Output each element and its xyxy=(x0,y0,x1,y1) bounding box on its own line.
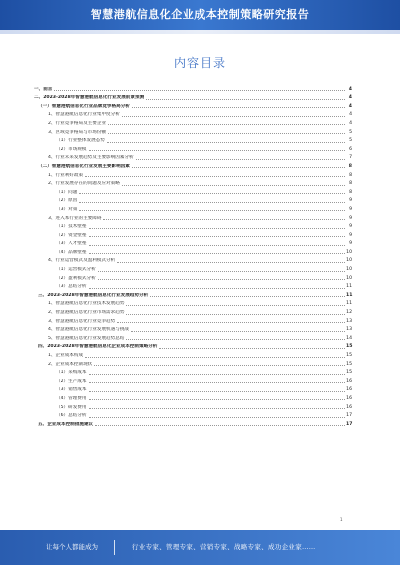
toc-entry-page: 8 xyxy=(348,163,352,169)
toc-entry-page: 5 xyxy=(349,129,352,135)
toc-entry-page: 15 xyxy=(346,361,352,367)
toc-entry-page: 8 xyxy=(349,181,352,187)
toc-entry-page: 17 xyxy=(346,421,353,427)
toc-entry-page: 16 xyxy=(346,387,352,393)
toc-entry[interactable] xyxy=(34,273,352,282)
toc-entry-page: 4 xyxy=(348,103,352,109)
toc-entry-text: （二）智慧港航信息化行业发展主要影响因素 xyxy=(38,163,130,169)
toc-leader-dots xyxy=(108,123,345,125)
toc-entry-page: 8 xyxy=(349,189,352,195)
toc-leader-dots xyxy=(89,235,346,237)
toc-entry[interactable] xyxy=(34,170,352,179)
toc-leader-dots xyxy=(79,192,345,194)
toc-entry-page: 13 xyxy=(346,327,352,333)
toc-entry-page: 4 xyxy=(349,112,352,118)
toc-leader-dots xyxy=(89,244,346,246)
toc-leader-dots xyxy=(89,227,346,229)
toc-leader-dots xyxy=(132,106,345,108)
toc-entry-page: 9 xyxy=(349,198,352,204)
toc-leader-dots xyxy=(103,218,345,220)
toc-entry-text: （一）智慧港航信息化行业品牌竞争格局分析 xyxy=(38,103,130,109)
toc-entry-text: （2）盈利模式分析 xyxy=(56,275,96,281)
toc-entry-text: （2）资金壁垒 xyxy=(56,232,87,238)
toc-entry[interactable] xyxy=(34,118,352,127)
toc-entry-page: 14 xyxy=(346,335,352,341)
toc-entry[interactable] xyxy=(34,359,352,368)
report-title: 智慧港航信息化企业成本控制策略研究报告 xyxy=(90,8,310,21)
toc-entry-text: 3、区域竞争格局与市场份额 xyxy=(48,129,107,135)
toc-entry[interactable] xyxy=(34,256,352,265)
toc-entry[interactable] xyxy=(34,247,352,256)
toc-entry-text: （1）问题 xyxy=(56,189,78,195)
footer-banner xyxy=(0,530,400,565)
toc-entry[interactable] xyxy=(34,307,352,316)
toc-leader-dots xyxy=(85,356,345,358)
toc-entry[interactable] xyxy=(34,411,352,420)
toc-entry-page: 7 xyxy=(349,155,352,161)
toc-leader-dots xyxy=(89,149,346,151)
toc-leader-dots xyxy=(89,416,346,418)
toc-heading: 内容目录 xyxy=(173,56,226,70)
toc-entry-text: 2、智慧港航信息化行业市场需求趋势 xyxy=(48,310,125,316)
toc-leader-dots xyxy=(122,184,345,186)
toc-entry-page: 4 xyxy=(348,86,352,92)
toc-leader-dots xyxy=(89,373,346,375)
toc-entry[interactable] xyxy=(34,84,352,93)
toc-entry-page: 9 xyxy=(349,215,352,221)
toc-entry-page: 11 xyxy=(346,301,352,307)
toc-entry-text: 五、企业成本控制措施建议 xyxy=(38,421,94,427)
toc-entry-page: 10 xyxy=(346,258,352,264)
toc-entry-page: 12 xyxy=(346,310,352,316)
toc-entry[interactable] xyxy=(34,376,352,385)
toc-leader-dots xyxy=(107,141,345,143)
toc-entry[interactable] xyxy=(34,299,352,308)
toc-leader-dots xyxy=(79,209,345,211)
toc-entry-text: （6）总结分析 xyxy=(56,413,87,419)
toc-entry-text: 4、智慧港航信息化行业发展机遇与挑战 xyxy=(48,327,130,333)
toc-entry-page: 16 xyxy=(346,404,352,410)
toc-entry-text: （4）管理费用 xyxy=(56,395,87,401)
toc-leader-dots xyxy=(146,98,345,100)
toc-entry-text: （2）市场规模 xyxy=(56,146,87,152)
toc-entry-page: 10 xyxy=(346,249,352,255)
toc-entry[interactable] xyxy=(34,350,352,359)
toc-entry-text: （3）销售成本 xyxy=(56,387,87,393)
toc-entry-text: 2、行业竞争格局及主要企业 xyxy=(48,120,107,126)
toc-entry[interactable] xyxy=(34,393,352,402)
toc-leader-dots xyxy=(89,252,346,254)
toc-entry-page: 17 xyxy=(346,413,352,419)
toc-entry[interactable] xyxy=(34,144,352,153)
toc-leader-dots xyxy=(79,201,345,203)
toc-entry[interactable] xyxy=(34,282,352,291)
toc-entry-page: 4 xyxy=(349,120,352,126)
toc-entry[interactable] xyxy=(34,264,352,273)
toc-leader-dots xyxy=(89,390,346,392)
toc-entry-page: 9 xyxy=(349,232,352,238)
toc-entry-text: （1）行业整体发展态势 xyxy=(56,138,105,144)
toc-entry[interactable] xyxy=(34,213,352,222)
toc-entry-text: （2）原因 xyxy=(56,198,78,204)
toc-entry-text: 二、2023-2028年智慧港航信息化行业发展前景预测 xyxy=(34,95,145,101)
toc-entry-text: 5、智慧港航信息化行业发展趋势总结 xyxy=(48,335,125,341)
toc-entry[interactable] xyxy=(34,136,352,145)
toc-entry-text: （3）总结分析 xyxy=(56,284,87,290)
toc-entry-page: 10 xyxy=(346,267,352,273)
toc-entry-text: （3）对策 xyxy=(56,206,78,212)
toc-entry[interactable] xyxy=(34,239,352,248)
toc-leader-dots xyxy=(150,295,345,297)
toc-entry-text: （5）研发费用 xyxy=(56,404,87,410)
toc-entry[interactable] xyxy=(34,222,352,231)
toc-entry-page: 16 xyxy=(346,378,352,384)
toc-leader-dots xyxy=(159,347,345,349)
toc-leader-dots xyxy=(126,338,345,340)
toc-leader-dots xyxy=(126,304,345,306)
toc-entry-text: 1、企业成本构成 xyxy=(48,353,84,358)
toc-leader-dots xyxy=(89,398,346,400)
toc-leader-dots xyxy=(117,261,345,263)
toc-entry-text: 1、行业利好政策 xyxy=(48,172,84,178)
table-of-contents xyxy=(34,84,352,428)
toc-entry-text: 2、企业成本控制现状 xyxy=(48,361,93,367)
toc-leader-dots xyxy=(132,166,345,168)
toc-entry[interactable] xyxy=(34,290,352,299)
footer-slogan-right: 行业专家、管理专家、营销专家、战略专家、成功企业家…… xyxy=(132,543,316,551)
toc-entry-text: 3、进入本行业的主要障碍 xyxy=(48,215,102,221)
toc-entry-text: 一、前言 xyxy=(34,86,53,92)
footer-divider xyxy=(114,540,115,555)
toc-leader-dots xyxy=(131,330,345,332)
toc-entry[interactable] xyxy=(34,153,352,162)
toc-entry-page: 6 xyxy=(349,146,352,152)
toc-entry[interactable] xyxy=(34,101,352,110)
toc-leader-dots xyxy=(54,89,345,91)
toc-entry-page: 9 xyxy=(349,224,352,230)
toc-entry-text: （1）技术壁垒 xyxy=(56,224,87,230)
toc-entry-text: 四、2023-2028年智慧港航信息化企业成本控制策略分析 xyxy=(38,344,158,350)
toc-entry-page: 10 xyxy=(346,275,352,281)
toc-entry[interactable] xyxy=(34,196,352,205)
toc-entry[interactable] xyxy=(34,93,352,102)
toc-entry-page: 4 xyxy=(348,95,352,101)
footer-slogan-left: 让每个人都能成为 xyxy=(46,543,98,551)
toc-entry-text: 4、行业运营模式及盈利模式分析 xyxy=(48,258,116,264)
toc-entry[interactable] xyxy=(34,316,352,325)
toc-leader-dots xyxy=(85,175,345,177)
toc-leader-dots xyxy=(89,407,346,409)
toc-entry-page: 9 xyxy=(349,206,352,212)
toc-entry[interactable] xyxy=(34,385,352,394)
toc-entry[interactable] xyxy=(34,127,352,136)
toc-entry[interactable] xyxy=(34,204,352,213)
toc-entry-page: 16 xyxy=(346,395,352,401)
toc-leader-dots xyxy=(89,381,346,383)
toc-entry-text: 4、行业未来发展趋势及主要影响因素分析 xyxy=(48,155,134,161)
toc-leader-dots xyxy=(89,287,346,289)
page-number: 1 xyxy=(340,517,343,522)
toc-entry-text: （4）品牌壁垒 xyxy=(56,249,87,255)
toc-entry-text: 三、2023-2028年智慧港航信息化行业发展趋势分析 xyxy=(38,292,149,298)
toc-entry[interactable] xyxy=(34,402,352,411)
toc-leader-dots xyxy=(98,270,345,272)
toc-entry[interactable] xyxy=(34,110,352,119)
toc-entry-text: 1、智慧港航信息化行业集中度分析 xyxy=(48,112,120,118)
toc-entry-text: （1）采购成本 xyxy=(56,370,87,376)
toc-leader-dots xyxy=(108,132,345,134)
toc-entry-page: 11 xyxy=(346,284,352,290)
toc-leader-dots xyxy=(126,313,345,315)
toc-entry-text: （3）人才壁垒 xyxy=(56,241,87,247)
toc-entry-text: （1）运营模式分析 xyxy=(56,267,96,273)
toc-entry-page: 9 xyxy=(349,241,352,247)
toc-leader-dots xyxy=(117,321,345,323)
toc-leader-dots xyxy=(122,115,345,117)
toc-entry[interactable] xyxy=(34,333,352,342)
toc-entry[interactable] xyxy=(34,179,352,188)
toc-entry-page: 13 xyxy=(346,318,352,324)
toc-leader-dots xyxy=(98,278,345,280)
toc-entry-text: （2）生产成本 xyxy=(56,378,87,384)
toc-entry[interactable] xyxy=(34,342,352,351)
toc-entry-page: 11 xyxy=(346,292,353,298)
header-banner xyxy=(0,0,400,30)
toc-entry-page: 15 xyxy=(346,370,352,376)
toc-entry[interactable] xyxy=(34,419,352,428)
toc-entry-text: 2、行业发展存在的问题及应对策略 xyxy=(48,181,120,187)
toc-entry-text: 1、智慧港航信息化行业技术发展趋势 xyxy=(48,301,125,307)
toc-entry[interactable] xyxy=(34,161,352,170)
header-decoration xyxy=(0,30,400,34)
toc-entry[interactable] xyxy=(34,187,352,196)
toc-entry-page: 15 xyxy=(346,353,352,358)
toc-entry[interactable] xyxy=(34,368,352,377)
toc-entry-page: 15 xyxy=(346,344,353,350)
toc-entry-page: 5 xyxy=(349,138,352,144)
toc-entry[interactable] xyxy=(34,325,352,334)
toc-leader-dots xyxy=(136,158,345,160)
toc-entry[interactable] xyxy=(34,230,352,239)
toc-leader-dots xyxy=(94,364,345,366)
toc-leader-dots xyxy=(95,424,345,426)
toc-entry-page: 8 xyxy=(349,172,352,178)
toc-entry-text: 3、智慧港航信息化行业竞争趋势 xyxy=(48,318,116,324)
